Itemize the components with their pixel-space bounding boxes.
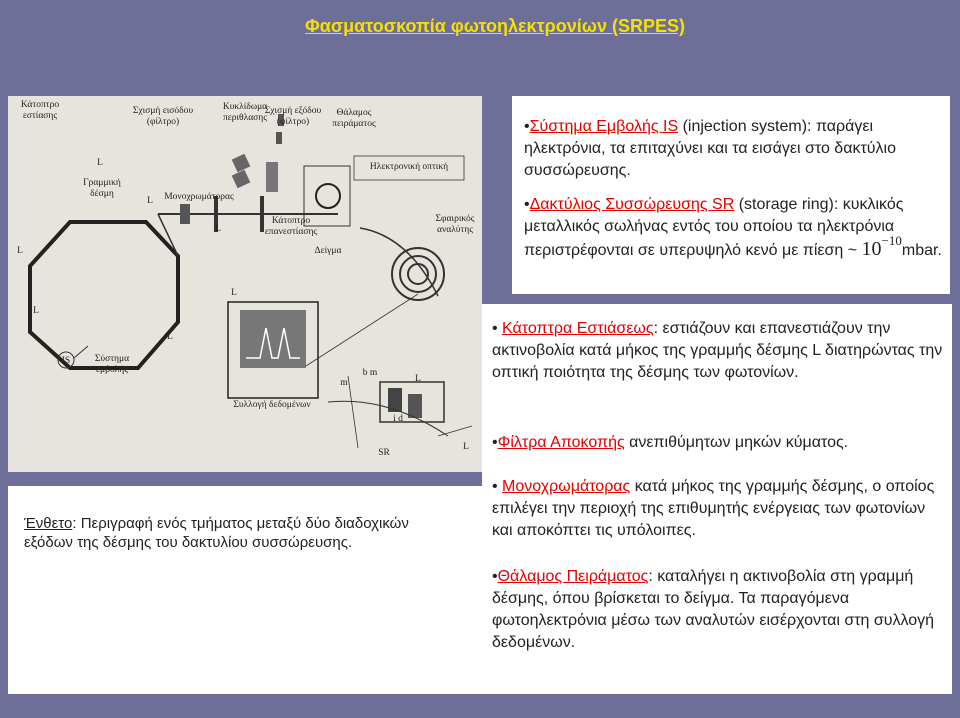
item-mirrors: • Κάτοπτρα Εστιάσεως: εστιάζουν και επανεστιάζουν την ακτινοβολία κατά μήκος της γραμμής δέσμης L διατηρώντας την οπτική ποιότητα της δέσμης των φωτονίων.: [492, 320, 943, 381]
label-m: m: [340, 378, 348, 388]
label-L: L: [415, 374, 421, 384]
label-data-collection: Συλλογή δεδομένων: [233, 400, 311, 410]
label-L: L: [17, 246, 23, 256]
slide-title: Φασματοσκοπία φωτοηλεκτρονίων (SRPES): [305, 16, 685, 36]
item-filters: •Φίλτρα Αποκοπής ανεπιθύμητων μηκών κύματος.: [492, 434, 849, 451]
beamline-diagram: [8, 96, 482, 472]
label-refocus-mirror: Κάτοπτρο επανεστίασης: [264, 216, 318, 237]
term-mirrors: Κάτοπτρα Εστιάσεως: [502, 320, 654, 337]
chamber-shape: [316, 184, 340, 208]
label-SR: SR: [378, 448, 390, 458]
label-L: L: [147, 196, 153, 206]
label-mirror-top: Κάτοπτρο εστίασης: [20, 100, 60, 121]
label-L: L: [215, 224, 221, 234]
term-storage-ring: Δακτύλιος Συσσώρευσης SR: [529, 196, 735, 213]
term-monochromator: Μονοχρωμάτορας: [502, 478, 631, 495]
term-chamber: Θάλαμος Πειράματος: [497, 568, 649, 585]
label-electron-optics: Ηλεκτρονική οπτική: [369, 162, 449, 172]
item-monochromator: • Μονοχρωμάτορας κατά μήκος της γραμμής δέσμης, ο οποίος επιλέγει την περιοχή της επιθυμητής ενέργειας των φωτονίων και αποκόπτει τις υπόλοιπες.: [492, 478, 935, 539]
storage-ring: [30, 222, 178, 368]
label-analyzer: Σφαιρικός αναλύτης: [435, 214, 475, 235]
text-mirrors: : εστιάζουν και επανεστιάζουν την ακτινοβολία κατά μήκος της γραμμής δέσμης L διατηρώντας την οπτική ποιότητα της δέσμης των φωτονίων.: [492, 320, 943, 381]
item-injection: •Σύστημα Εμβολής IS (injection system): παράγει ηλεκτρόνια, τα επιταχύνει και τα εισάγει στο δακτύλιο συσσώρευσης.: [524, 118, 896, 179]
label-id: i d: [393, 414, 403, 424]
text-monochromator: κατά μήκος της γραμμής δέσμης, ο οποίος επιλέγει την περιοχή της επιθυμητής ενέργειας των φωτονίων και αποκόπτει τις υπόλοιπες.: [492, 478, 935, 539]
pressure-base: 10: [861, 238, 882, 260]
label-injection: Σύστημα εμβολής: [94, 354, 130, 375]
text-injection: (injection system): παράγει ηλεκτρόνια, τα επιταχύνει και τα εισάγει στο δακτύλιο συσσώρευσης.: [524, 118, 896, 179]
label-monochromator: Μονοχρωμάτορας: [164, 192, 234, 202]
item-storage-ring: •Δακτύλιος Συσσώρευσης SR (storage ring): κυκλικός μεταλλικός σωλήνας εντός του οποίου τα ηλεκτρόνια περιστρέφονται σε υπερυψηλό κενό με πίεση ~ $10^{-10}mbar$.: [524, 196, 942, 260]
caption-text: : Περιγραφή ενός τμήματος μεταξύ δύο διαδοχικών εξόδων της δέσμης του δακτυλίου συσσώρευσης.: [24, 515, 409, 551]
label-bm: b m: [362, 368, 378, 378]
label-L: L: [33, 306, 39, 316]
text-storage-ring: (storage ring): κυκλικός μεταλλικός σωλήνας εντός του οποίου τα ηλεκτρόνια περιστρέφονται σε υπερυψηλό κενό με πίεση ~: [524, 196, 904, 259]
label-L: L: [97, 158, 103, 168]
label-sample: Δείγμα: [314, 246, 342, 256]
bottom-right-box: [482, 304, 952, 694]
top-right-box: [512, 96, 950, 294]
pressure-unit: mbar.: [901, 242, 942, 259]
text-chamber: : καταλήγει η ακτινοβολία στη γραμμή δέσμης, όπου βρίσκεται το δείγμα. Τα παραγόμενα φωτοηλεκτρόνια μέσω των αναλυτών εισέρχονται στη συλλογή δεδομένων.: [492, 568, 935, 651]
item-chamber: •Θάλαμος Πειράματος: καταλήγει η ακτινοβολία στη γραμμή δέσμης, όπου βρίσκεται το δείγμα. Τα παραγόμενα φωτοηλεκτρόνια μέσω των αναλυτών εισέρχονται στη συλλογή δεδομένων.: [492, 568, 935, 651]
label-IS: IS: [61, 356, 71, 366]
caption-label: Ένθετο: [24, 515, 73, 532]
term-injection: Σύστημα Εμβολής IS: [529, 118, 679, 135]
label-entrance-slit: Σχισμή εισόδου (φίλτρο): [132, 106, 194, 127]
label-cyclical-mirror: Κυκλίδωμα περιθλασης: [222, 102, 268, 123]
mirror-shape: [180, 204, 190, 224]
pressure-exponent: −10: [881, 233, 902, 248]
label-L: L: [463, 442, 469, 452]
label-L: L: [167, 332, 173, 342]
figure-caption: [24, 514, 444, 552]
label-chamber: Θάλαμος πειράματος: [332, 108, 376, 129]
term-filters: Φίλτρα Αποκοπής: [497, 434, 625, 451]
text-filters: ανεπιθύμητων μηκών κύματος.: [624, 434, 849, 451]
diagram-drawing: [8, 96, 482, 472]
label-linear-beam: Γραμμική δέσμη: [83, 178, 121, 199]
label-exit-slit: Σχισμή εξόδου (φίλτρο): [264, 106, 322, 127]
label-L: L: [231, 288, 237, 298]
